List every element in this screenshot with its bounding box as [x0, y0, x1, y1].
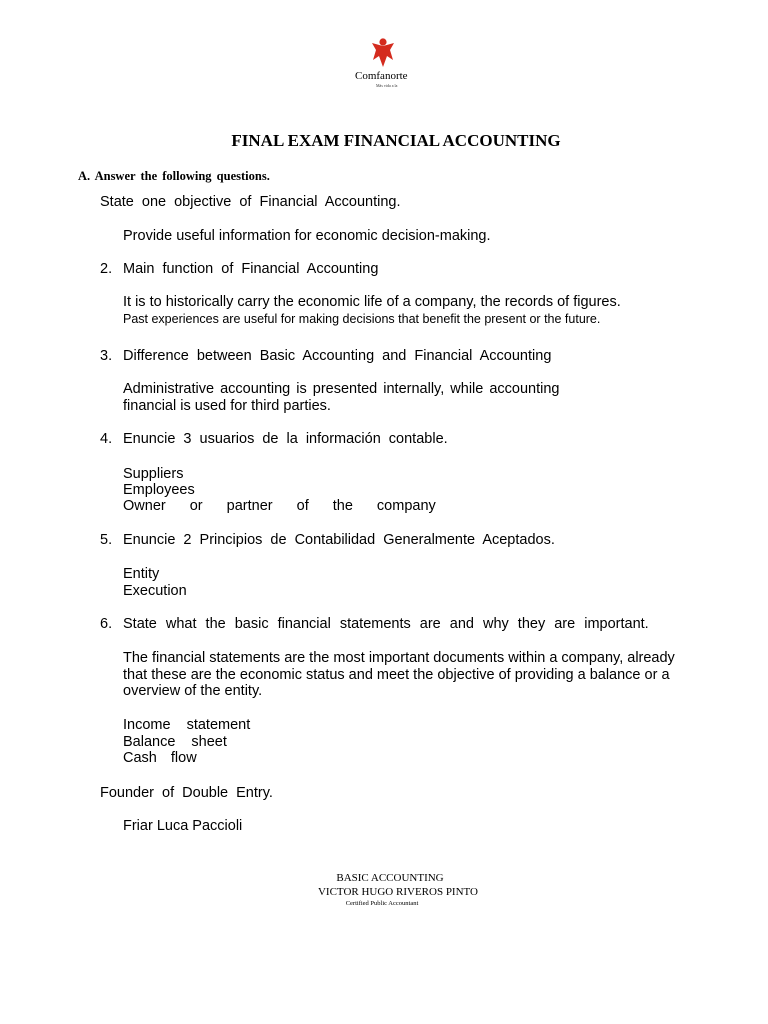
answer-4-line: Owner or partner of the company	[123, 498, 436, 514]
question-5-number: 5.	[100, 532, 113, 548]
question-4: Enuncie 3 usuarios de la información contable.	[123, 431, 448, 447]
answer-7-line: Friar Luca Paccioli	[123, 818, 243, 834]
question-2-number: 2.	[100, 261, 113, 277]
question-5: Enuncie 2 Principios de Contabilidad Generalmente Aceptados.	[123, 532, 555, 548]
answer-5-line: Entity	[123, 566, 160, 582]
answer-6-line: Balance sheet	[123, 734, 227, 750]
answer-6-line: The financial statements are the most important documents within a company, already	[123, 650, 675, 666]
logo-tagline: Más vida a la	[376, 83, 398, 88]
question-3-number: 3.	[100, 348, 113, 364]
answer-4-line: Suppliers	[123, 466, 184, 482]
logo-name: Comfanorte	[355, 70, 408, 82]
question-4-number: 4.	[100, 431, 113, 447]
answer-2-line: It is to historically carry the economic life of a company, the records of figures.	[123, 294, 621, 310]
answer-6-line: Cash flow	[123, 750, 197, 766]
question-6-number: 6.	[100, 616, 113, 632]
answer-6-line: that these are the economic status and meet the objective of providing a balance or a	[123, 667, 670, 683]
question-1: State one objective of Financial Accounting.	[100, 194, 401, 210]
answer-3-line: financial is used for third parties.	[123, 398, 331, 414]
answer-2-line: Past experiences are useful for making decisions that benefit the present or the future.	[123, 312, 601, 326]
exam-title: FINAL EXAM FINANCIAL ACCOUNTING	[231, 131, 561, 150]
question-6: State what the basic financial statements are and why they are important.	[123, 616, 649, 632]
comfanorte-logo	[350, 38, 416, 92]
question-7: Founder of Double Entry.	[100, 785, 273, 801]
question-3: Difference between Basic Accounting and Financial Accounting	[123, 348, 552, 364]
footer-author: VICTOR HUGO RIVEROS PINTO	[317, 886, 479, 898]
section-heading: A. Answer the following questions.	[78, 169, 270, 183]
footer-credential: Certified Public Accountant	[345, 900, 419, 907]
answer-6-line: Income statement	[123, 717, 251, 733]
answer-1-line: Provide useful information for economic decision-making.	[123, 228, 491, 244]
question-2: Main function of Financial Accounting	[123, 261, 379, 277]
answer-6-line: overview of the entity.	[123, 683, 263, 699]
answer-4-line: Employees	[123, 482, 195, 498]
answer-5-line: Execution	[123, 583, 187, 599]
answer-3-line: Administrative accounting is presented internally, while accounting	[123, 381, 560, 397]
footer-course: BASIC ACCOUNTING	[336, 872, 444, 884]
logo-figure-icon	[370, 38, 396, 68]
